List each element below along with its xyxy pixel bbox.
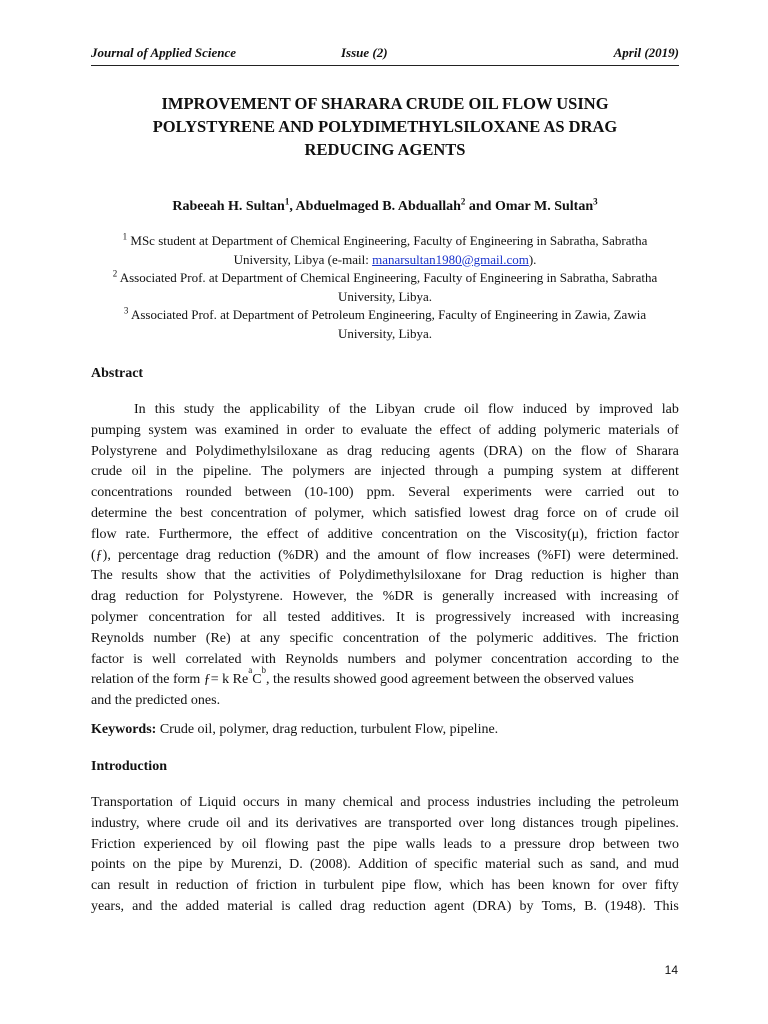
abstract-line: determine the best concentration of polymer, which satisfied lowest drag force on of crude oil xyxy=(91,505,679,521)
title-line: IMPROVEMENT OF SHARARA CRUDE OIL FLOW USING xyxy=(161,94,609,113)
affiliation-marker: 1 xyxy=(284,196,290,207)
abstract-formula-line xyxy=(91,665,679,691)
running-header xyxy=(91,45,679,66)
affiliation-marker: 1 xyxy=(122,231,128,242)
intro-line: Friction experienced by oil flowing past the pipe walls leads to a pressure drop between two xyxy=(91,836,679,852)
affiliation-line xyxy=(91,288,679,307)
intro-line: Transportation of Liquid occurs in many chemical and process industries including the petroleum xyxy=(91,795,679,810)
abstract-line: In this study the applicability of the Libyan crude oil flow induced by improved lab xyxy=(134,402,679,417)
author-separator: and xyxy=(465,199,495,214)
paper-title xyxy=(91,92,679,161)
abstract-line: and the predicted ones. xyxy=(91,693,221,709)
abstract-line: Polystyrene and Polydimethylsiloxane as drag reducing agents (DRA) on the flow of Sharara xyxy=(91,443,679,459)
affiliation-text: ). xyxy=(528,251,537,267)
abstract-line: drag reduction for Polystyrene. However, the %DR is generally increased with increasing of xyxy=(91,589,679,605)
affiliation-line xyxy=(91,306,679,325)
abstract-heading: Abstract xyxy=(91,366,144,381)
intro-line: years, and the added material is called drag reduction agent (DRA) by Toms, B. (1948). This xyxy=(91,898,679,914)
abstract-line: flow rate. Furthermore, the effect of additive concentration on the Viscosity(μ), friction factor xyxy=(91,526,679,542)
author-name: Rabeeah H. Sultan xyxy=(172,199,285,214)
formula-text: C xyxy=(252,672,262,688)
affiliation-text: Associated Prof. at Department of Petroleum Engineering, Faculty of Engineering in Zawia, Zawia xyxy=(128,307,647,322)
affiliation-line xyxy=(91,251,679,270)
page-number: 14 xyxy=(664,963,678,977)
intro-line: points on the pipe by Murenzi, D. (2008). Addition of specific material such as sand, and mud xyxy=(91,857,679,873)
affiliation-line xyxy=(91,325,679,344)
affiliation-text: MSc student at Department of Chemical Engineering, Faculty of Engineering in Sabratha, Sabratha xyxy=(127,233,648,248)
abstract-line: crude oil in the pipeline. The polymers are injected through a pumping system at different xyxy=(91,464,679,480)
abstract-line: The results show that the activities of Polydimethylsiloxane for Drag reduction is higher than xyxy=(91,568,679,584)
affiliations xyxy=(91,232,679,343)
abstract-line: (ƒ), percentage drag reduction (%DR) and the amount of flow increases (%FI) were determined. xyxy=(91,547,679,563)
author-name: Omar M. Sultan xyxy=(494,199,594,214)
intro-line: can result in reduction of friction in turbulent pipe flow, which has been known for over fifty xyxy=(91,878,679,894)
keywords-text: Crude oil, polymer, drag reduction, turbulent Flow, pipeline. xyxy=(156,722,499,737)
abstract-line: polymer concentration for all tested additives. It is progressively increased with increasing xyxy=(91,609,679,625)
title-line: REDUCING AGENTS xyxy=(304,140,466,159)
journal-name: Journal of Applied Science xyxy=(91,45,237,60)
title-line: POLYSTYRENE AND POLYDIMETHYLSILOXANE AS DRAG xyxy=(152,117,618,136)
affiliation-text: University, Libya. xyxy=(337,288,433,304)
keywords xyxy=(91,722,679,738)
abstract-line: concentrations rounded between (10-100) ppm. Several experiments were carried out to xyxy=(91,485,679,501)
abstract-line: factor is well correlated with Reynolds numbers and polymer concentration according to the xyxy=(91,651,679,667)
affiliation-text: University, Libya (e-mail: xyxy=(233,251,373,267)
affiliation-marker: 2 xyxy=(460,196,466,207)
formula-exponent: b xyxy=(261,665,267,676)
issue-number: Issue (2) xyxy=(341,45,388,60)
author-separator: , xyxy=(289,199,296,214)
introduction-body xyxy=(91,793,679,918)
intro-line: industry, where crude oil and its derivatives are transported over long distances trough pipelines. xyxy=(91,815,679,831)
author-list xyxy=(91,196,679,215)
abstract-line: pumping system was examined in order to evaluate the effect of adding polymeric materials of xyxy=(91,422,679,438)
introduction-heading: Introduction xyxy=(91,759,167,774)
abstract-body xyxy=(91,400,679,712)
issue-date: April (2019) xyxy=(613,45,679,60)
formula-exponent: a xyxy=(248,665,253,676)
formula-text: , the results showed good agreement between the observed values xyxy=(266,672,634,688)
affiliation-marker: 3 xyxy=(593,196,598,207)
affiliation-line xyxy=(91,232,679,251)
email-link[interactable]: manarsultan1980@gmail.com xyxy=(372,251,529,267)
author-name: Abduelmaged B. Abduallah xyxy=(295,199,461,214)
affiliation-line xyxy=(91,269,679,288)
abstract-line: Reynolds number (Re) at any specific concentration of the polymeric additives. The friction xyxy=(91,630,679,646)
affiliation-text: Associated Prof. at Department of Chemical Engineering, Faculty of Engineering in Sabratha, Sabratha xyxy=(117,270,658,285)
affiliation-text: University, Libya. xyxy=(337,325,433,341)
formula-text: relation of the form ƒ= k Re xyxy=(91,672,249,688)
affiliation-marker: 3 xyxy=(123,305,129,316)
keywords-label: Keywords: xyxy=(91,722,157,737)
affiliation-marker: 2 xyxy=(112,268,118,279)
